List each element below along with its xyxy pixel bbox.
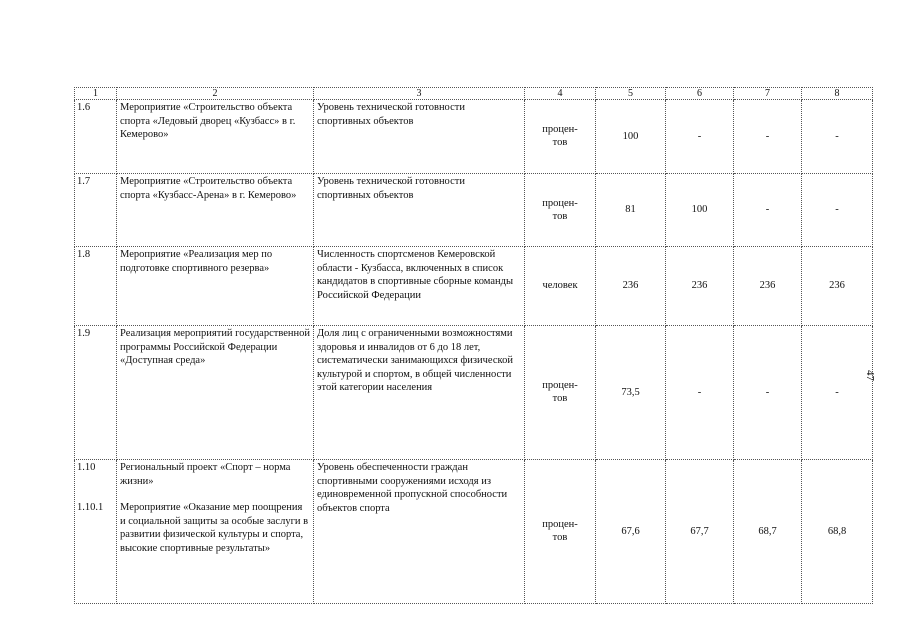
value-cell: - (734, 174, 802, 247)
value-cell: - (734, 326, 802, 460)
row-number: 1.10 (77, 462, 96, 473)
project-title: Региональный проект «Спорт – норма жизни» (120, 462, 291, 487)
table-row (75, 460, 873, 604)
value-cell: - (802, 174, 873, 247)
unit-text: процен- тов (542, 380, 578, 405)
table-row (75, 100, 873, 174)
table-row (75, 326, 873, 460)
row-number-cell (75, 460, 117, 604)
value-cell: - (666, 326, 734, 460)
header-cell: 8 (802, 88, 873, 100)
indicator-cell: Численность спортсменов Кемеровской области - Кузбасса, включенных в список кандидатов в спортивные сборные команды Российской Федерации (314, 247, 525, 326)
value-cell: - (734, 100, 802, 174)
row-number: 1.9 (75, 326, 117, 460)
value-cell: 100 (596, 100, 666, 174)
event-cell: Мероприятие «Строительство объекта спорта «Ледовый дворец «Кузбасс» в г. Кемерово» (117, 100, 314, 174)
indicator-cell: Доля лиц с ограниченными возможностями здоровья и инвалидов от 6 до 18 лет, систематически занимающихся физической культурой и спортом, в общей численности этой категории населения (314, 326, 525, 460)
value-cell: 100 (666, 174, 734, 247)
unit-cell (525, 100, 596, 174)
row-number: 1.8 (75, 247, 117, 326)
event-cell: Мероприятие «Реализация мер по подготовке спортивного резерва» (117, 247, 314, 326)
event-cell (117, 460, 314, 604)
header-cell: 5 (596, 88, 666, 100)
unit-cell (525, 460, 596, 604)
unit-text: процен- тов (542, 519, 578, 544)
page-number: 47 (864, 370, 876, 381)
value-cell: 68,8 (802, 460, 873, 604)
event-cell: Реализация мероприятий государственной программы Российской Федерации «Доступная среда» (117, 326, 314, 460)
header-cell: 1 (75, 88, 117, 100)
value-cell: - (802, 100, 873, 174)
indicator-cell: Уровень технической готовности спортивных объектов (314, 174, 525, 247)
unit-text: процен- тов (542, 197, 578, 222)
header-cell: 2 (117, 88, 314, 100)
indicator-cell: Уровень технической готовности спортивных объектов (314, 100, 525, 174)
event-cell: Мероприятие «Строительство объекта спорта «Кузбасс-Арена» в г. Кемерово» (117, 174, 314, 247)
value-cell: - (666, 100, 734, 174)
unit-text: процен- тов (542, 124, 578, 149)
value-cell: 236 (596, 247, 666, 326)
value-cell: 236 (802, 247, 873, 326)
indicator-cell: Уровень обеспеченности граждан спортивными сооружениями исходя из единовременной пропускной способности объектов спорта (314, 460, 525, 604)
value-cell: 67,6 (596, 460, 666, 604)
value-cell: 236 (666, 247, 734, 326)
value-cell: 236 (734, 247, 802, 326)
header-cell: 6 (666, 88, 734, 100)
unit-cell (525, 326, 596, 460)
row-number: 1.6 (75, 100, 117, 174)
value-cell: 67,7 (666, 460, 734, 604)
header-cell: 7 (734, 88, 802, 100)
unit-cell (525, 174, 596, 247)
sub-row-number: 1.10.1 (77, 501, 104, 513)
value-cell: 73,5 (596, 326, 666, 460)
table-row (75, 174, 873, 247)
indicators-table (74, 87, 873, 604)
row-number: 1.7 (75, 174, 117, 247)
header-row (75, 88, 873, 100)
table-row (75, 247, 873, 326)
unit-text: человек (542, 280, 578, 292)
unit-cell (525, 247, 596, 326)
header-cell: 4 (525, 88, 596, 100)
header-cell: 3 (314, 88, 525, 100)
value-cell: 68,7 (734, 460, 802, 604)
sub-event-title: Мероприятие «Оказание мер поощрения и социальной защиты за особые заслуги в развитии физической культуры и спорта, высокие спортивные результаты» (120, 502, 309, 554)
value-cell: 81 (596, 174, 666, 247)
value-cell: - (802, 326, 873, 460)
